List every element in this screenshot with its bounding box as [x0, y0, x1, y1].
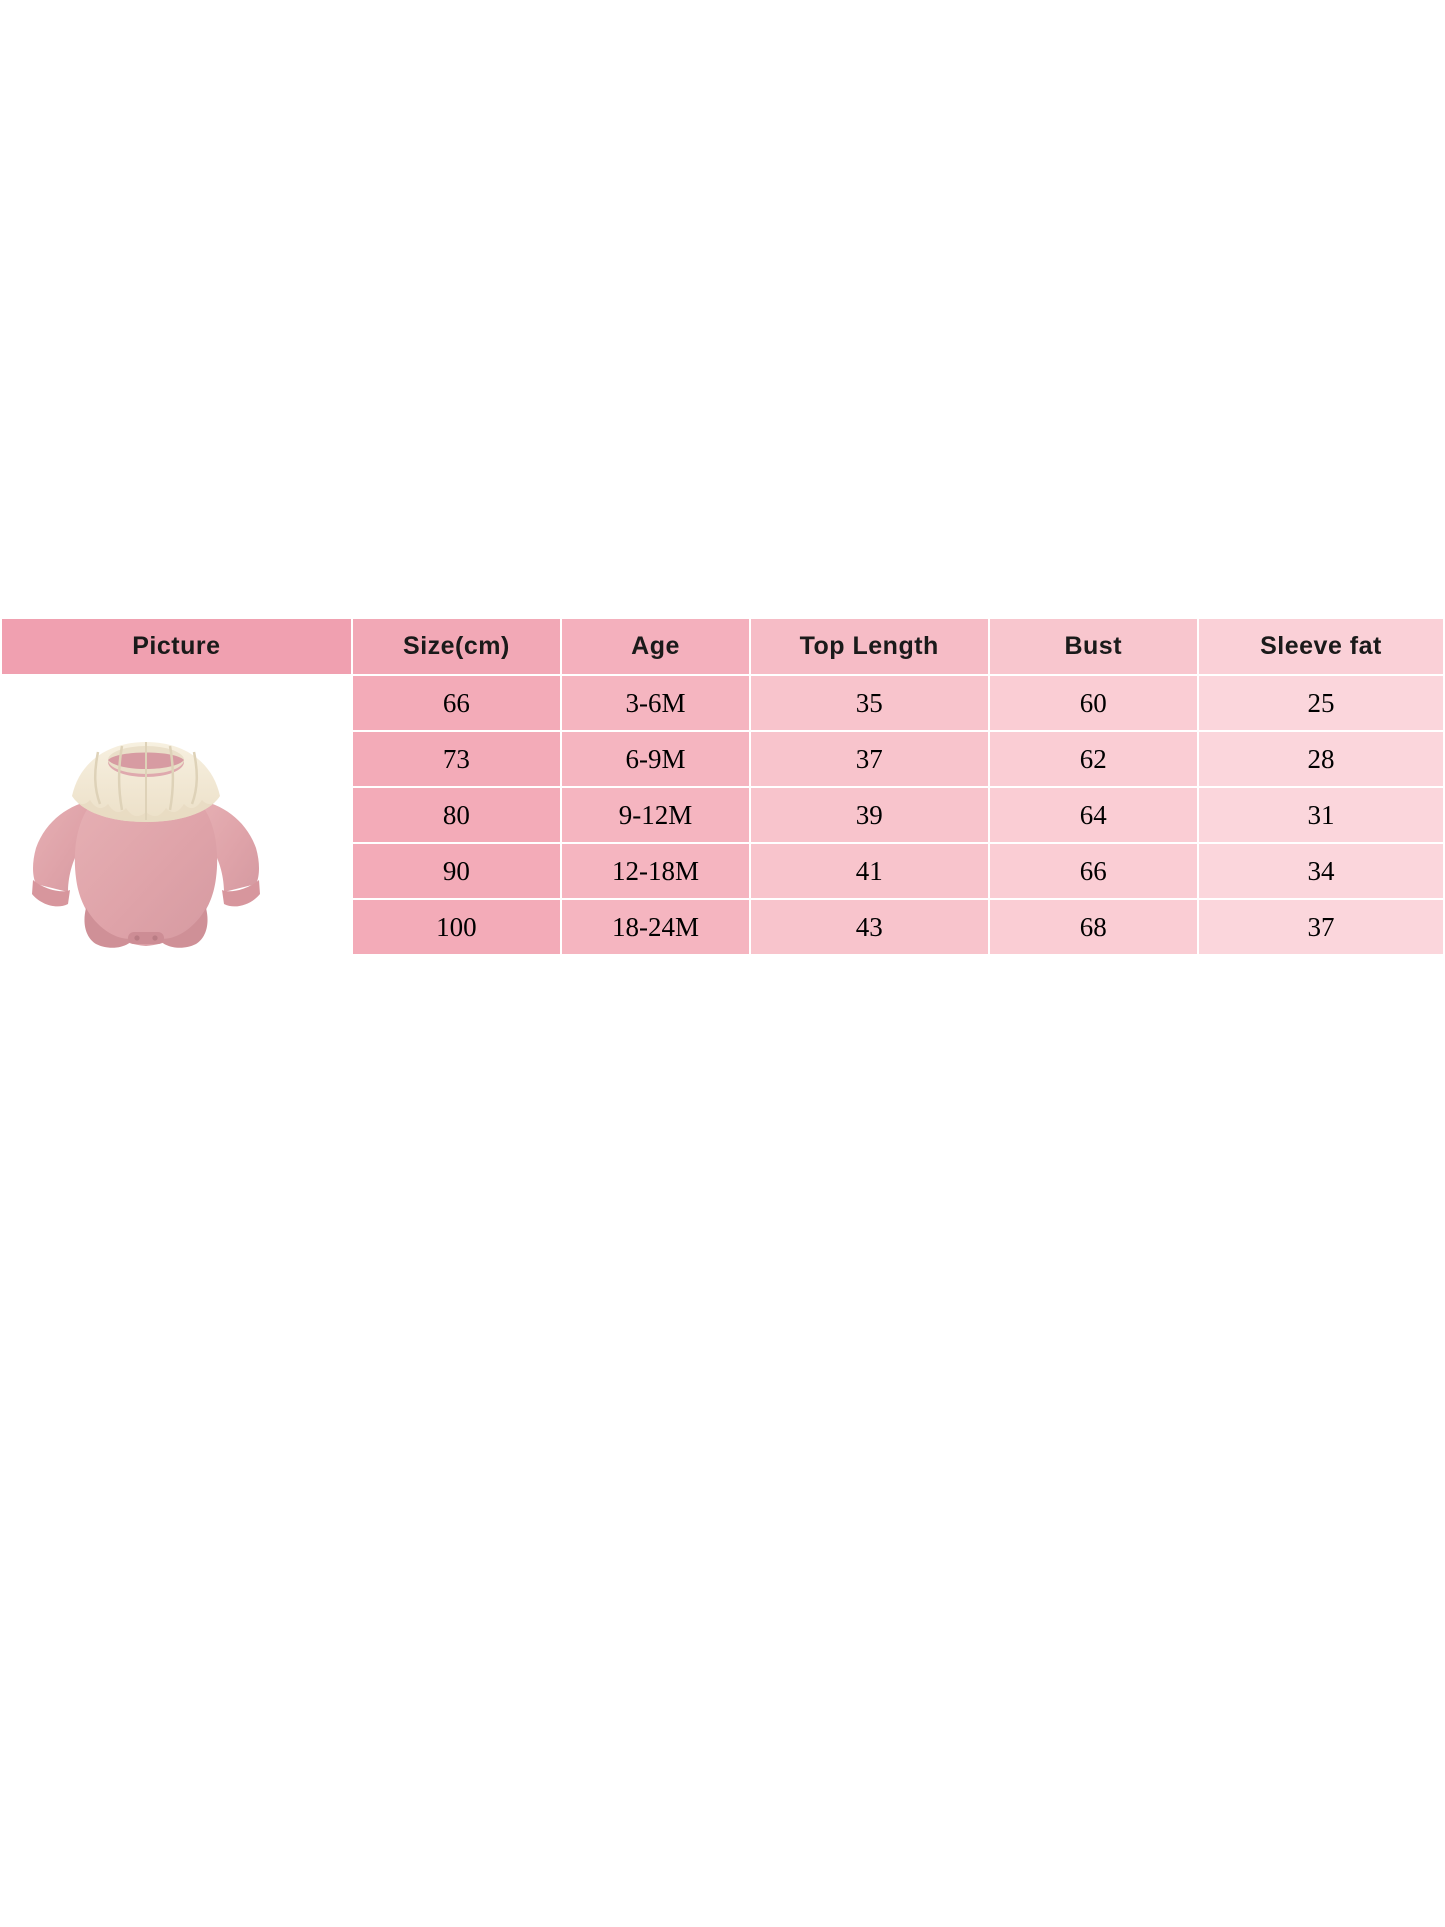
cell-age: 18-24M [561, 899, 750, 955]
baby-romper-photo [2, 680, 290, 950]
column-header-age: Age [561, 618, 750, 675]
column-header-picture: Picture [1, 618, 352, 675]
cell-age: 3-6M [561, 675, 750, 731]
cell-top-length: 43 [750, 899, 989, 955]
product-image-cell [1, 675, 352, 955]
cell-sleeve-fat: 31 [1198, 787, 1444, 843]
cell-age: 12-18M [561, 843, 750, 899]
column-header-top-length: Top Length [750, 618, 989, 675]
cell-bust: 62 [989, 731, 1198, 787]
cell-size: 100 [352, 899, 561, 955]
cell-bust: 64 [989, 787, 1198, 843]
cell-top-length: 39 [750, 787, 989, 843]
size-chart-table [0, 617, 1445, 956]
table-row [1, 675, 1444, 731]
cell-top-length: 41 [750, 843, 989, 899]
cell-sleeve-fat: 34 [1198, 843, 1444, 899]
column-header-bust: Bust [989, 618, 1198, 675]
cell-age: 9-12M [561, 787, 750, 843]
column-header-sleeve-fat: Sleeve fat [1198, 618, 1444, 675]
size-chart-table-container [0, 617, 1445, 956]
cell-size: 90 [352, 843, 561, 899]
table-header [1, 618, 1444, 675]
cell-size: 66 [352, 675, 561, 731]
header-row [1, 618, 1444, 675]
cell-sleeve-fat: 37 [1198, 899, 1444, 955]
cell-size: 73 [352, 731, 561, 787]
column-header-size: Size(cm) [352, 618, 561, 675]
cell-bust: 66 [989, 843, 1198, 899]
table-body [1, 675, 1444, 955]
cell-size: 80 [352, 787, 561, 843]
cell-sleeve-fat: 25 [1198, 675, 1444, 731]
cell-bust: 68 [989, 899, 1198, 955]
cell-top-length: 35 [750, 675, 989, 731]
cell-top-length: 37 [750, 731, 989, 787]
romper-illustration [2, 680, 290, 950]
cell-sleeve-fat: 28 [1198, 731, 1444, 787]
cell-bust: 60 [989, 675, 1198, 731]
cell-age: 6-9M [561, 731, 750, 787]
